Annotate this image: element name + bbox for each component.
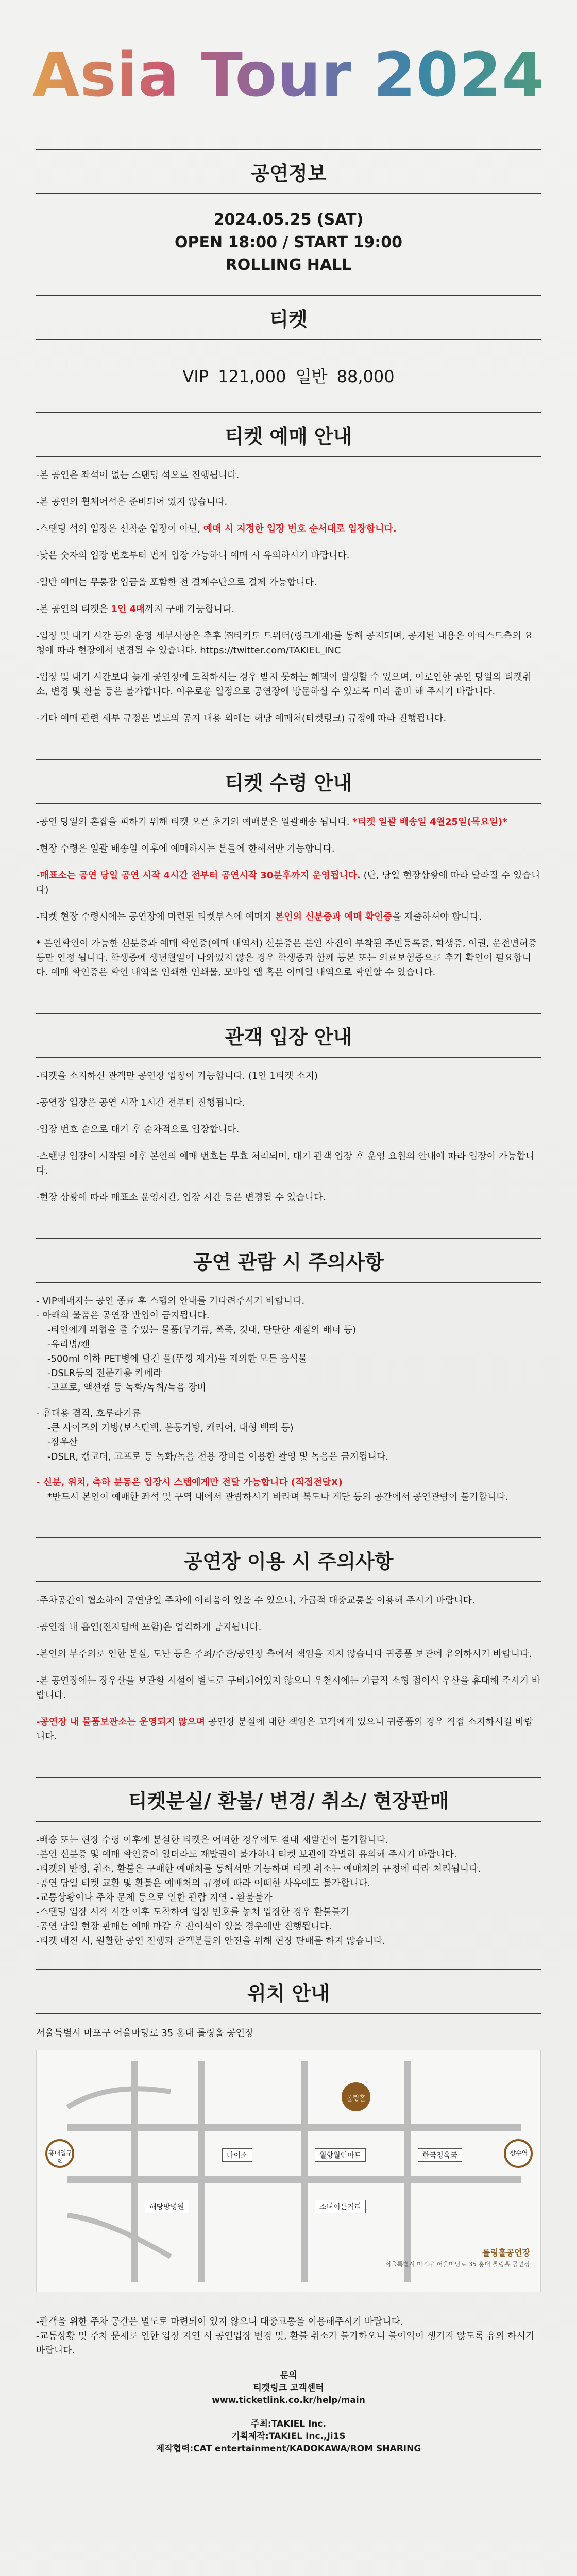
item-text: -일반 예매는 무통장 입금을 포함한 전 결제수단으로 결제 가능합니다.	[36, 577, 317, 588]
list-item: -관객을 위한 주차 공간은 별도로 마련되어 있지 않으니 대중교통을 이용해주시기 바랍니다.	[36, 2316, 403, 2327]
item-text: -입장 및 대기 시간보다 늦게 공연장에 도착하시는 경우 받지 못하는 혜택이 발생할 수 있으며, 이로인한 공연 당일의 티켓취소, 변경 및 환불 등은 불가합니다. 여유로운 일정으로 공연장에 방문하실 수 있도록 미리 준비 해 주시기 바랍니다.	[36, 672, 532, 697]
location-block	[36, 2014, 541, 2302]
section-heading-booking: 티켓 예매 안내	[36, 412, 541, 457]
item-text: -입장 및 대기 시간 등의 운영 세부사항은 추후 ㈜타키토 트위터(링크게재)를 통해 공지되며, 공지된 내용은 아티스트측의 요청에 따라 현장에서 변경될 수 있습니다. https://twitter.com/TAKIEL_INC	[36, 631, 533, 656]
item-text: -스탠딩 입장 시작 시간 이후 도착하여 입장 번호를 놓쳐 입장한 경우 환불불가	[36, 1907, 350, 1918]
item-text: -공연장 내 흡연(전자담배 포함)은 엄격하게 금지됩니다.	[36, 1622, 262, 1633]
list-item	[36, 629, 541, 658]
list-item	[36, 842, 541, 856]
list-item	[36, 869, 541, 897]
caution-red-line: - 신분, 위치, 측하 분동은 입장시 스탭에게만 전달 가능합니다 (직접전달X)	[36, 1477, 343, 1488]
footer-inquiry-name: 티켓링크 고객센터	[253, 2383, 324, 2393]
caution-record-list	[36, 1421, 541, 1464]
list-item	[36, 1647, 541, 1662]
caution-banned-head: - 아래의 물품은 공연장 반입이 금지됩니다.	[36, 1310, 210, 1321]
list-item	[36, 1069, 541, 1083]
highlight-text: -공연장 내 물품보관소는 운영되지 않으며	[36, 1717, 206, 1727]
list-item	[36, 1848, 541, 1862]
hero-title: Asia Tour 2024	[32, 39, 545, 110]
list-item	[36, 711, 541, 726]
list-item	[36, 1674, 541, 1703]
item-text: -공연 당일 티켓 교환 및 환불은 예매처의 규정에 따라 어떠한 사유에도 불가합니다.	[36, 1878, 370, 1889]
item-text: -현장 상황에 따라 매표소 운영시간, 입장 시간 등은 변경될 수 있습니다.	[36, 1192, 326, 1203]
performance-venue: ROLLING HALL	[225, 256, 352, 274]
caution-banned-list	[36, 1323, 541, 1395]
item-text: -티켓 현장 수령시에는 공연장에 마련된 티켓부스에 예매자	[36, 911, 275, 922]
list-item	[36, 1833, 541, 1848]
performance-info	[0, 194, 577, 295]
list-item: -500ml 이하 PET병에 담긴 물(뚜껑 제거)을 제외한 모든 음식물	[47, 1353, 308, 1364]
item-text: -교통상황이나 주차 문제 등으로 인한 관람 지연 - 환불불가	[36, 1892, 273, 1903]
list-item	[36, 1862, 541, 1876]
item-text: -주차공간이 협소하여 공연당일 주차에 어려움이 있을 수 있으니, 가급적 대중교통을 이용해 주시기 바랍니다.	[36, 1595, 475, 1606]
section-heading-refund: 티켓분실/ 환불/ 변경/ 취소/ 현장판매	[36, 1777, 541, 1822]
list-item: -교통상황 및 주차 문제로 인한 입장 지연 시 공연입장 변경 및, 환불 취소가 불가하오니 불이익이 생기지 않도록 유의 하시기 바랍니다.	[36, 2331, 535, 2356]
item-text: -티켓을 소지하신 관객만 공연장 입장이 가능합니다. (1인 1티켓 소지)	[36, 1071, 318, 1081]
map-label-street: 소녀이든거리	[315, 2200, 366, 2213]
list-item	[36, 1620, 541, 1635]
item-text: (단, 당일 현장상황에 따라 달라질 수 있습니다)	[36, 870, 540, 895]
list-item: -장우산	[47, 1437, 78, 1448]
caution-list	[36, 1283, 541, 1522]
list-item: -고프로, 액션캠 등 녹화/녹취/녹음 장비	[47, 1382, 207, 1393]
item-text: -스탠딩 석의 입장은 선착순 입장이 아닌,	[36, 523, 203, 534]
footer-inquiry-url[interactable]: www.ticketlink.co.kr/help/main	[212, 2395, 365, 2405]
footer	[0, 2363, 577, 2455]
list-item	[36, 495, 541, 510]
map-label-hongik: 홍대입구역	[48, 2149, 73, 2165]
entry-list	[36, 1058, 541, 1223]
item-text: -낮은 숫자의 입장 번호부터 먼저 입장 가능하니 예매 시 유의하시기 바랍니다.	[36, 550, 350, 561]
map-svg	[37, 2050, 541, 2292]
item-text: -본 공연장에는 장우산을 보관할 시설이 별도로 구비되어있지 않으니 우천시에는 가급적 소형 접이식 우산을 휴대해 주시기 바랍니다.	[36, 1675, 541, 1701]
list-item	[36, 1123, 541, 1137]
item-text: -현장 수령은 일괄 배송일 이후에 예매하시는 분들에 한해서만 가능합니다.	[36, 843, 335, 854]
item-text: -본인 신분증 및 예매 확인증이 없더라도 재발권이 불가하니 티켓 보관에 각별히 유의해 주시기 바랍니다.	[36, 1849, 457, 1860]
list-item	[36, 522, 541, 536]
refund-list	[36, 1822, 541, 1954]
booking-list	[36, 457, 541, 743]
item-text: -입장 번호 순으로 대기 후 순차적으로 입장합니다.	[36, 1124, 240, 1135]
item-text: -본 공연의 휠체어석은 준비되어 있지 않습니다.	[36, 497, 228, 507]
section-heading-entry: 관객 입장 안내	[36, 1013, 541, 1058]
footer-host: 주최:TAKIEL Inc.	[251, 2419, 326, 2429]
item-text: -공연장 입장은 공연 시작 1시간 전부터 진행됩니다.	[36, 1097, 245, 1108]
list-item	[36, 1934, 541, 1948]
list-item: -DSLR, 캠코더, 고프로 등 녹화/녹음 전용 장비를 이용한 촬영 및 녹음은 금지됩니다.	[47, 1451, 389, 1462]
item-text: * 본인확인이 가능한 신분증과 예매 확인증(예매 내역서) 신분증은 본인 사진이 부착된 주민등록증, 학생증, 여권, 운전면허증 등만 인정 됩니다. 학생증에 생년월일이 나와있지 않은 경우 학생증과 함께 등본 또는 의료보험증으로 추가 확인이 필요합니다. 예매 확인증은 확인 내역을 인쇄한 인쇄물, 모바일 앱 혹은 이메일 내역으로 확인할 수 있습니다.	[36, 938, 537, 978]
item-text: -티켓의 반정, 취소, 환불은 구매한 예매처를 통해서만 가능하며 티켓 취소는 예매처의 규정에 따라 처리됩니다.	[36, 1863, 481, 1874]
list-item	[36, 910, 541, 924]
location-notes	[36, 2302, 541, 2363]
ticket-price: VIP 121,000 일반 88,000	[182, 367, 395, 386]
caution-record-head: - 휴대용 겸직, 호루라기류	[36, 1408, 141, 1419]
item-text: 을 제출하셔야 합니다.	[392, 911, 482, 922]
performance-time: OPEN 18:00 / START 19:00	[175, 233, 402, 251]
highlight-text: 본인의 신분증과 예매 확인증	[275, 911, 393, 922]
map-label-butcher: 한국정육국	[418, 2148, 462, 2162]
list-item	[36, 1715, 541, 1744]
list-item: -큰 사이즈의 가방(보스턴백, 운동가방, 캐리어, 대형 백팩 등)	[47, 1422, 294, 1433]
venue-rules-list	[36, 1582, 541, 1761]
list-item	[36, 468, 541, 483]
item-text: 까지 구매 가능합니다.	[145, 604, 235, 615]
highlight-text: 1인 4매	[111, 604, 145, 615]
list-item	[36, 815, 541, 829]
location-address: 서울특별시 마포구 어울마당로 35 홍대 롤링홀 공연장	[36, 2028, 254, 2039]
list-item	[36, 1891, 541, 1905]
section-heading-performance: 공연정보	[36, 149, 541, 194]
section-heading-location: 위치 안내	[36, 1969, 541, 2014]
list-item	[36, 549, 541, 563]
list-item	[36, 670, 541, 699]
list-item	[36, 602, 541, 617]
section-heading-pickup: 티켓 수령 안내	[36, 759, 541, 804]
list-item: -DSLR등의 전문가용 카메라	[47, 1368, 162, 1379]
list-item	[36, 1191, 541, 1205]
list-item	[36, 937, 541, 980]
map-label-venue-address: 서울특별시 마포구 어울마당로 35 홍대 롤링홀 공연장	[385, 2261, 530, 2268]
list-item: -유리병/캔	[47, 1339, 90, 1350]
footer-inquiry-label: 문의	[280, 2370, 297, 2381]
list-item	[36, 1876, 541, 1891]
map-label-rollinghall: 롤링홀	[346, 2095, 366, 2103]
item-text: -본인의 부주의로 인한 분실, 도난 등은 주최/주관/공연장 측에서 책임을 지지 않습니다 귀중품 보관에 유의하시기 바랍니다.	[36, 1649, 532, 1659]
section-heading-ticket: 티켓	[36, 295, 541, 340]
caution-intro: - VIP예매자는 공연 종료 후 스탭의 안내를 기다려주시기 바랍니다.	[36, 1296, 305, 1307]
item-text: -배송 또는 현장 수령 이후에 분실한 티켓은 어떠한 경우에도 절대 재발권이 불가합니다.	[36, 1835, 388, 1845]
footer-organizer: 기획제작:TAKIEL Inc.,Ji1S	[231, 2431, 346, 2442]
section-heading-venue-rules: 공연장 이용 시 주의사항	[36, 1537, 541, 1582]
location-map[interactable]	[36, 2050, 541, 2292]
map-label-mart: 월향월인마트	[315, 2148, 366, 2162]
pickup-list	[36, 804, 541, 997]
item-text: -본 공연은 좌석이 없는 스탠딩 석으로 진행됩니다.	[36, 470, 240, 481]
item-text: -공연 당일 현장 판매는 예매 마감 후 잔여석이 있을 경우에만 진행됩니다.	[36, 1921, 332, 1932]
highlight-text: *티켓 일괄 배송일 4월25일(목요일)*	[352, 817, 507, 827]
list-item	[36, 1920, 541, 1934]
map-label-hospital: 해당방병원	[145, 2200, 189, 2213]
highlight-text: 예매 시 지정한 입장 번호 순서대로 입장합니다.	[203, 523, 397, 534]
item-text: -본 공연의 티켓은	[36, 604, 111, 615]
item-text: 공연장 분실에 대한 책임은 고객에게 있으니 귀중품의 경우 직접 소지하시길 바랍니다.	[36, 1717, 533, 1742]
item-text: -스탠딩 입장이 시작된 이후 본인의 예매 번호는 무효 처리되며, 대기 관객 입장 후 운영 요원의 안내에 따라 입장이 가능합니다.	[36, 1151, 535, 1176]
hero-banner	[0, 0, 577, 149]
section-heading-caution: 공연 관람 시 주의사항	[36, 1238, 541, 1283]
list-item	[36, 1096, 541, 1110]
map-label-daiso: 다이소	[222, 2148, 252, 2162]
list-item	[36, 575, 541, 590]
list-item	[36, 1149, 541, 1178]
list-item	[36, 1905, 541, 1920]
item-text: -티켓 매진 시, 원활한 공연 진행과 관객분들의 안전을 위해 현장 판매를 하지 않습니다.	[36, 1936, 385, 1946]
map-label-venue-title: 롤링홀공연장	[482, 2248, 530, 2258]
performance-date: 2024.05.25 (SAT)	[213, 211, 364, 229]
list-item: -타인에게 위협을 줄 수있는 물품(무기류, 폭죽, 깃대, 단단한 재질의 배너 등)	[47, 1325, 357, 1335]
map-label-sangsu: 상수역	[510, 2149, 528, 2157]
highlight-text: -매표소는 공연 당일 공연 시작 4시간 전부터 공연시작 30분후까지 운영됩니다.	[36, 870, 361, 881]
caution-after-red: *반드시 본인이 예매한 좌석 및 구역 내에서 관람하시기 바라며 복도나 계단 등의 공간에서 공연관람이 불가합니다.	[47, 1492, 508, 1502]
item-text: -기타 예매 관련 세부 규정은 별도의 공지 내용 외에는 해당 예매처(티켓링크) 규정에 따라 진행됩니다.	[36, 713, 447, 724]
list-item	[36, 1594, 541, 1608]
footer-production: 제작협력:CAT entertainment/KADOKAWA/ROM SHARING	[156, 2444, 421, 2454]
item-text: -공연 당일의 혼잡을 피하기 위해 티켓 오픈 초기의 예매분은 일괄배송 됩니다.	[36, 817, 353, 827]
